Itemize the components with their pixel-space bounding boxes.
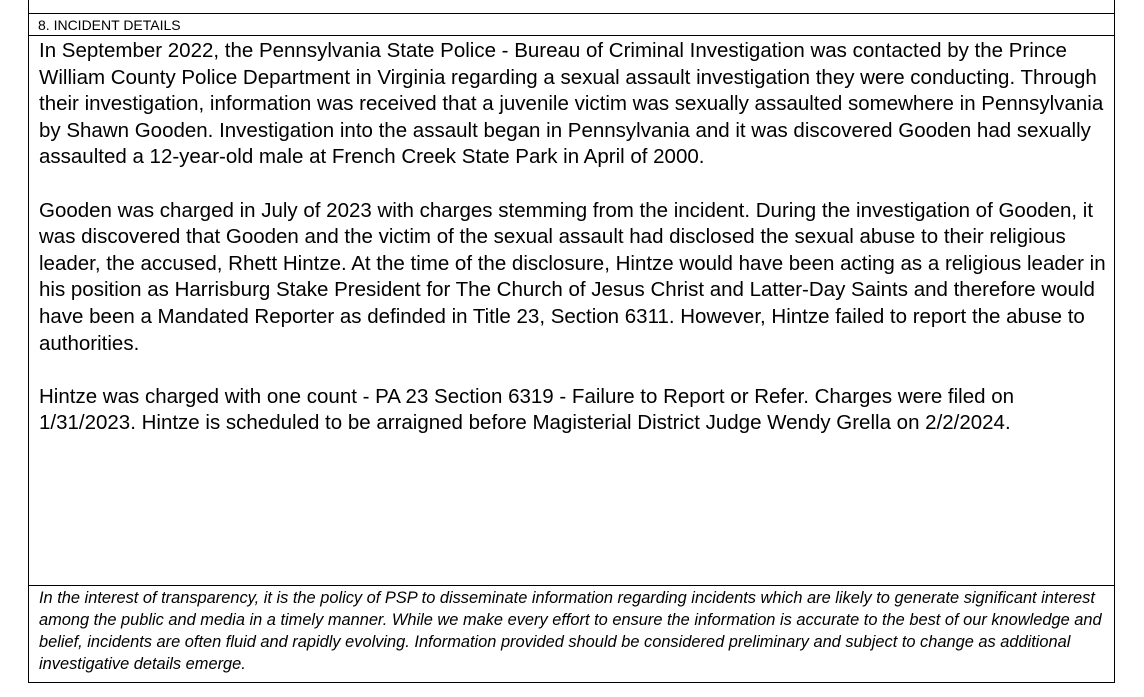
section-label-divider bbox=[29, 35, 1114, 36]
transparency-disclaimer: In the interest of transparency, it is the policy of PSP to disseminate information regarding incidents which are likely to generate significant interest among the public and media in a timely manner. While we make every effort to ensure the information is accurate to the best of our knowledge and belief, incidents are often fluid and rapidly evolving. Information provided should be considered preliminary and subject to change as additional investigative details emerge. bbox=[39, 589, 1102, 673]
top-divider bbox=[29, 13, 1114, 14]
narrative-paragraph: In September 2022, the Pennsylvania State Police - Bureau of Criminal Investigation was contacted by the Prince William County Police Department in Virginia regarding a sexual assault investigation they were conducting. Through their investigation, information was received that a juvenile victim was sexually assaulted somewhere in Pennsylvania by Shawn Gooden. Investigation into the assault began in Pennsylvania and it was discovered Gooden had sexually assaulted a 12-year-old male at French Creek State Park in April of 2000. bbox=[39, 39, 1104, 169]
incident-narrative bbox=[39, 38, 1111, 437]
narrative-paragraph: Gooden was charged in July of 2023 with charges stemming from the incident. During the investigation of Gooden, it was discovered that Gooden and the victim of the sexual assault had disclosed the sexual abuse to their religious leader, the accused, Rhett Hintze. At the time of the disclosure, Hintze would have been acting as a religious leader in his position as Harrisburg Stake President for The Church of Jesus Christ and Latter-Day Saints and therefore would have been a Mandated Reporter as definded in Title 23, Section 6311. However, Hintze failed to report the abuse to authorities. bbox=[39, 198, 1106, 355]
narrative-paragraph: Hintze was charged with one count - PA 23 Section 6319 - Failure to Report or Refer. Charges were filed on 1/31/2023. Hintze is scheduled to be arraigned before Magisterial District Judge Wendy Grella on 2/2/2024. bbox=[39, 384, 1015, 435]
incident-details-form bbox=[28, 0, 1115, 683]
disclaimer-divider bbox=[29, 585, 1114, 586]
section-label: 8. INCIDENT DETAILS bbox=[38, 17, 181, 33]
